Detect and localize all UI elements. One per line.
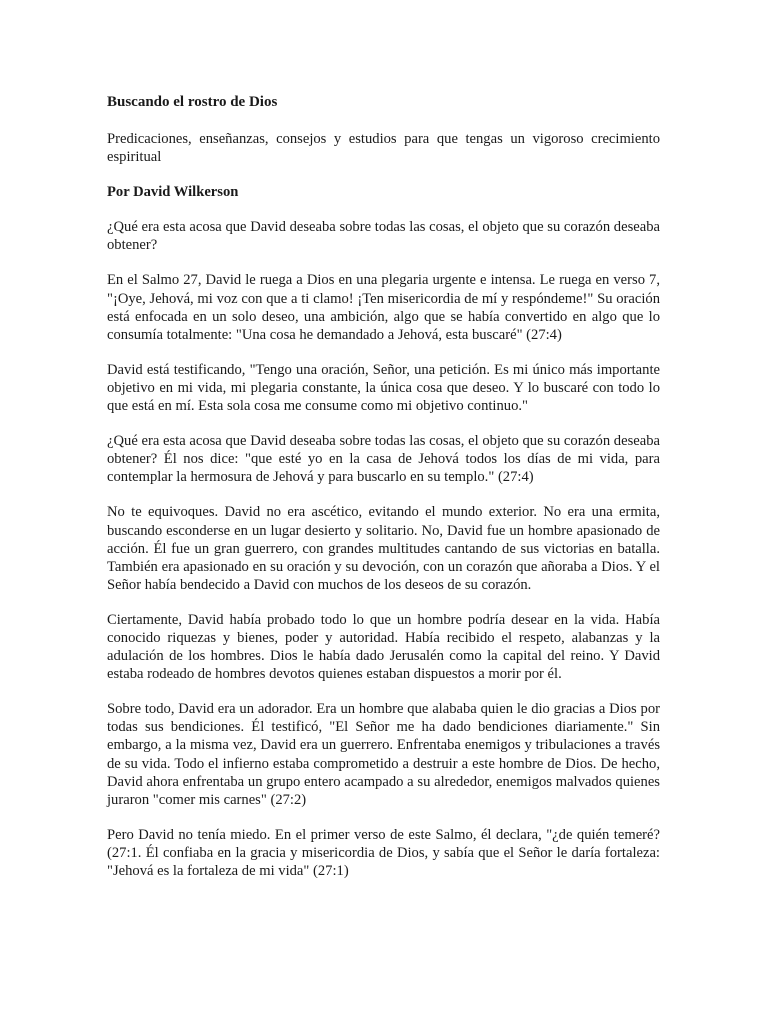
document-page bbox=[107, 92, 660, 897]
paragraph: No te equivoques. David no era ascético, evitando el mundo exterior. No era una ermita, buscando esconderse en un lugar desierto y solitario. No, David fue un hombre apasionado de acción. Él fue un gran guerrero, con grandes multitudes cantando de sus victorias en batalla. También era apasionado en su oración y su devoción, con un corazón que añoraba a Dios. Y el Señor había bendecido a David con muchos de los deseos de su corazón. bbox=[107, 504, 660, 593]
paragraph: Ciertamente, David había probado todo lo que un hombre podría desear en la vida. Había conocido riquezas y bienes, poder y autoridad. Había recibido el respeto, alabanzas y la adulación de los hombres. Dios le había dado Jerusalén como la capital del reino. Y David estaba rodeado de hombres devotos quienes estaban dispuestos a morir por él. bbox=[107, 611, 660, 683]
document-title: Buscando el rostro de Dios bbox=[107, 94, 278, 110]
paragraph: ¿Qué era esta acosa que David deseaba sobre todas las cosas, el objeto que su corazón deseaba obtener? Él nos dice: "que esté yo en la casa de Jehová todos los días de mi vida, para contemplar la hermosura de Jehová y para buscarlo en su templo." (27:4) bbox=[107, 433, 660, 486]
paragraph: ¿Qué era esta acosa que David deseaba sobre todas las cosas, el objeto que su corazón deseaba obtener? bbox=[107, 219, 660, 254]
paragraph: Sobre todo, David era un adorador. Era un hombre que alababa quien le dio gracias a Dios por todas sus bendiciones. Él testificó, "El Señor me ha dado bendiciones diariamente." Sin embargo, a la misma vez, David era un guerrero. Enfrentaba enemigos y tribulaciones a través de su vida. Todo el infierno estaba comprometido a destruir a este hombre de Dios. De hecho, David ahora enfrentaba un grupo entero acampado a su alrededor, enemigos malvados quienes juraron "comer mis carnes" (27:2) bbox=[107, 701, 660, 808]
paragraph: Pero David no tenía miedo. En el primer verso de este Salmo, él declara, "¿de quién temeré? (27:1. Él confiaba en la gracia y misericordia de Dios, y sabía que el Señor le daría fortaleza: "Jehová es la fortaleza de mi vida" (27:1) bbox=[107, 826, 660, 879]
paragraph: David está testificando, "Tengo una oración, Señor, una petición. Es mi único más importante objetivo en mi vida, mi plegaria constante, la única cosa que deseo. Y lo buscaré con todo lo que está en mí. Esta sola cosa me consume como mi objetivo continuo." bbox=[107, 361, 660, 415]
paragraph: En el Salmo 27, David le ruega a Dios en una plegaria urgente e intensa. Le ruega en verso 7, "¡Oye, Jehová, mi voz con que a ti clamo! ¡Ten misericordia de mí y respóndeme!" Su oración está enfocada en un solo deseo, una ambición, algo que se había convertido en algo que lo consumía totalmente: "Una cosa he demandado a Jehová, esta buscaré" (27:4) bbox=[107, 272, 660, 343]
document-author: Por David Wilkerson bbox=[107, 184, 239, 201]
document-subtitle: Predicaciones, enseñanzas, consejos y estudios para que tengas un vigoroso crecimiento espiritual bbox=[107, 131, 660, 166]
